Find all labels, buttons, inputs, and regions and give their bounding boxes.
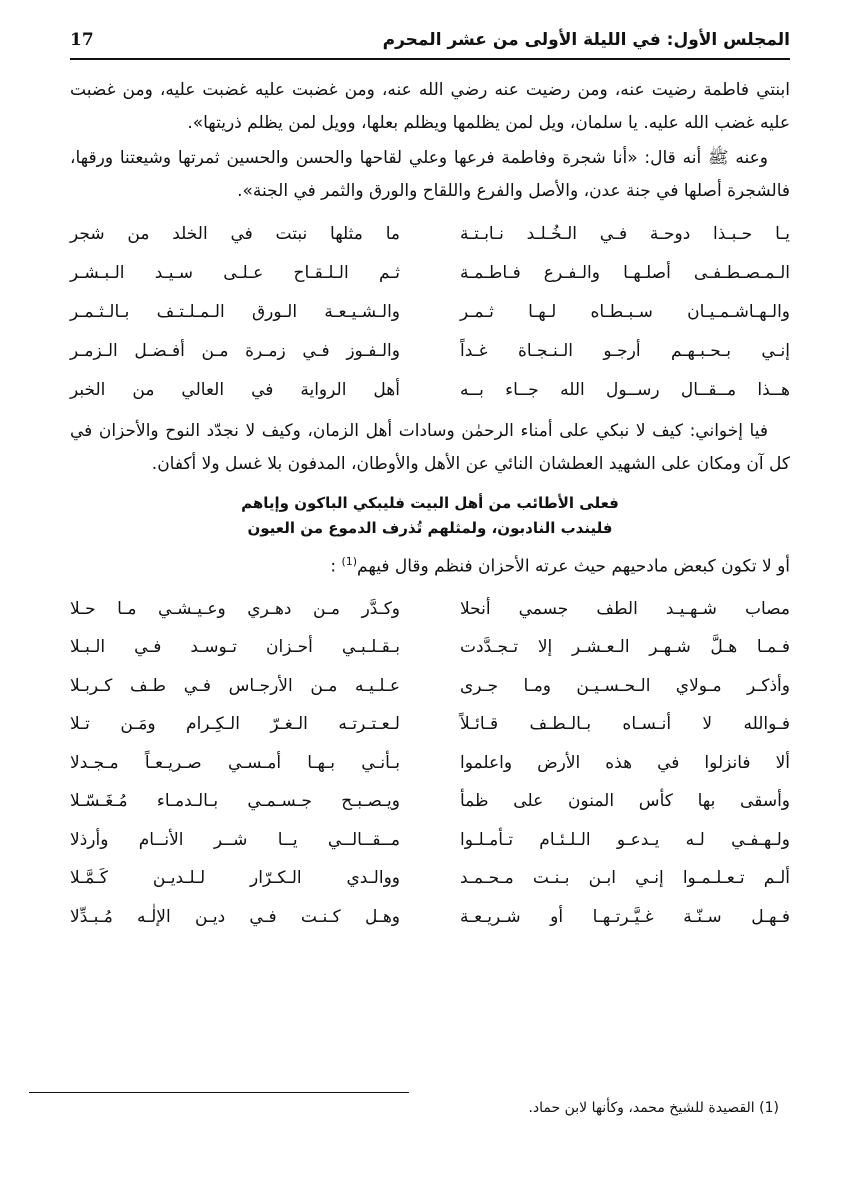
verse-first-hemistich: وأسقى بها كأس المنون على ظمأ (460, 791, 790, 812)
header-rule (70, 58, 790, 60)
verse-first-hemistich: الـمـصـطـفـى أصلـهـا والـفـرع فـاطـمـة (460, 262, 790, 283)
verse-first-hemistich: ألـم تـعـلـمـوا إنـي ابـن بـنـت مـحـمـد (460, 868, 790, 889)
verse-first-hemistich: فـمـا هـلَّ شـهـر الـعـشـر إلا تـجـدَّدت (460, 637, 790, 658)
verse-second-hemistich: ما مثلها نبتت في الخلد من شجر (70, 223, 400, 244)
verse-first-hemistich: فـوالله لا أنـسـاه بـالـطـف قـائـلاً (460, 714, 790, 735)
verse (70, 292, 790, 331)
verse (70, 705, 790, 744)
footnote-reference: (1) (341, 555, 358, 568)
paragraph-1: ابنتي فاطمة رضيت عنه، ومن رضيت عنه رضي الله عنه، ومن غضبت عليه غضبت عليه، ومن غضبت عليه غضب الله عليه. يا سلمان، ويل لمن يظلمها ويظلم بعلها، وويل لمن يظلم ذريتها». (70, 80, 790, 133)
footnote-mark: (1) (759, 1100, 779, 1116)
verse-first-hemistich: وأذكـر مـولاي الـحـسـيـن ومـا جـرى (460, 675, 790, 696)
verse-second-hemistich: وهـل كـنـت فـي ديـن الإلٰـه مُـبـدِّلا (70, 906, 400, 927)
verse-first-hemistich: ألا فانزلوا في هذه الأرض واعلموا (460, 752, 790, 773)
verse-second-hemistich: وكـدَّر مـن دهـري وعـيـشـي مـا حـلا (70, 598, 400, 619)
verse-second-hemistich: ويـصـبـح جـسـمـي بـالـدمـاء مُـغَـسّـلا (70, 791, 400, 812)
verse (70, 667, 790, 706)
verse-second-hemistich: بـقـلـبـي أحـزان تـوسـد فـي الـبـلا (70, 637, 400, 658)
verse-second-hemistich: بـأنـي بـهـا أمـسـي صـريـعـاً مـجـدلا (70, 752, 400, 773)
verse (70, 214, 790, 253)
verse-second-hemistich: عـلـيـه مـن الأرجـاس فـي طـف كـربـلا (70, 675, 400, 696)
verse (70, 898, 790, 937)
paragraph-3: فيا إخواني: كيف لا نبكي على أمناء الرحمٰن وسادات أهل الزمان، وكيف لا نجدّد النوح والأحزان في كل آن ومكان على الشهيد العطشان النائي عن الأهل والأوطان، المدفون بلا غسل ولا أكفان. (70, 421, 790, 474)
verse-first-hemistich: إنـي بـحـبـهـم أرجـو الـنـجـاة غـداً (460, 340, 790, 361)
verse-first-hemistich: يـا حـبـذا دوحـة فـي الـخُـلـد نـابـتـة (460, 223, 790, 244)
poem-2 (70, 590, 790, 937)
verse-first-hemistich: ولـهـفـي لـه يـدعـو الـلـئـام تـأمـلـوا (460, 829, 790, 850)
verse-second-hemistich: ثـم الـلـقـاح عـلـى سـيـد الـبـشـر (70, 262, 400, 283)
verse-second-hemistich: ووالـدي الـكـرّار لـلـديـن كَـمَّـلا (70, 868, 400, 889)
paragraph-4 (70, 545, 790, 584)
running-title: المجلس الأول: في الليلة الأولى من عشر المحرم (382, 30, 790, 50)
verse (70, 782, 790, 821)
verse (70, 628, 790, 667)
paragraph-4-text: أو لا تكون كبعض مادحيهم حيث عرته الأحزان فنظم وقال فيهم (357, 556, 790, 577)
verse (70, 253, 790, 292)
centered-line-1: فعلى الأطائب من أهل البيت فليبكي الباكون وإياهم (241, 494, 619, 512)
verse (70, 331, 790, 370)
centered-line-2: فليندب النادبون، ولمثلهم تُذرف الدموع من العيون (247, 519, 613, 537)
page (70, 28, 790, 936)
verse (70, 859, 790, 898)
verse-first-hemistich: فـهـل سـنّـة غـيَّـرتـهـا أو شـريـعـة (460, 906, 790, 927)
poem-1 (70, 214, 790, 409)
paragraph-2: وعنه ﷺ أنه قال: «أنا شجرة وفاطمة فرعها وعلي لقاحها والحسن والحسين ثمرتها وشيعتنا ورقها، فالشجرة أصلها في جنة عدن، والأصل والفرع واللقاح والورق والثمر في الجنة». (70, 148, 790, 201)
footnote-text: القصيدة للشيخ محمد، وكأنها لابن حماد. (528, 1100, 755, 1116)
page-header (70, 28, 790, 54)
verse-second-hemistich: مــقــالــي يــا شــر الأنــام وأرذلا (70, 829, 400, 850)
verse-second-hemistich: والـفـوز فـي زمـرة مـن أفـضـل الـزمـر (70, 340, 400, 361)
verse-first-hemistich: والـهـاشـمـيـان سـبـطـاه لـهـا ثـمـر (460, 301, 790, 322)
verse (70, 821, 790, 860)
verse-second-hemistich: أهل الرواية في العالي من الخبر (70, 379, 400, 400)
footnote-rule (29, 1092, 409, 1093)
verse-first-hemistich: مصاب شـهـيـد الطف جسمي أنحلا (460, 598, 790, 619)
page-number: 17 (70, 30, 94, 50)
paragraph-4-colon: : (330, 556, 337, 577)
verse-second-hemistich: لـعـتـرتـه الـغـرّ الـكِـرام ومَـن تـلا (70, 714, 400, 735)
verse (70, 590, 790, 629)
footnote (59, 1100, 779, 1116)
verse-second-hemistich: والـشـيـعـة الـورق الـمـلـتـف بـالـثـمـر (70, 301, 400, 322)
verse (70, 744, 790, 783)
verse (70, 370, 790, 409)
verse-first-hemistich: هــذا مــقــال رســول الله جــاء بــه (460, 379, 790, 400)
